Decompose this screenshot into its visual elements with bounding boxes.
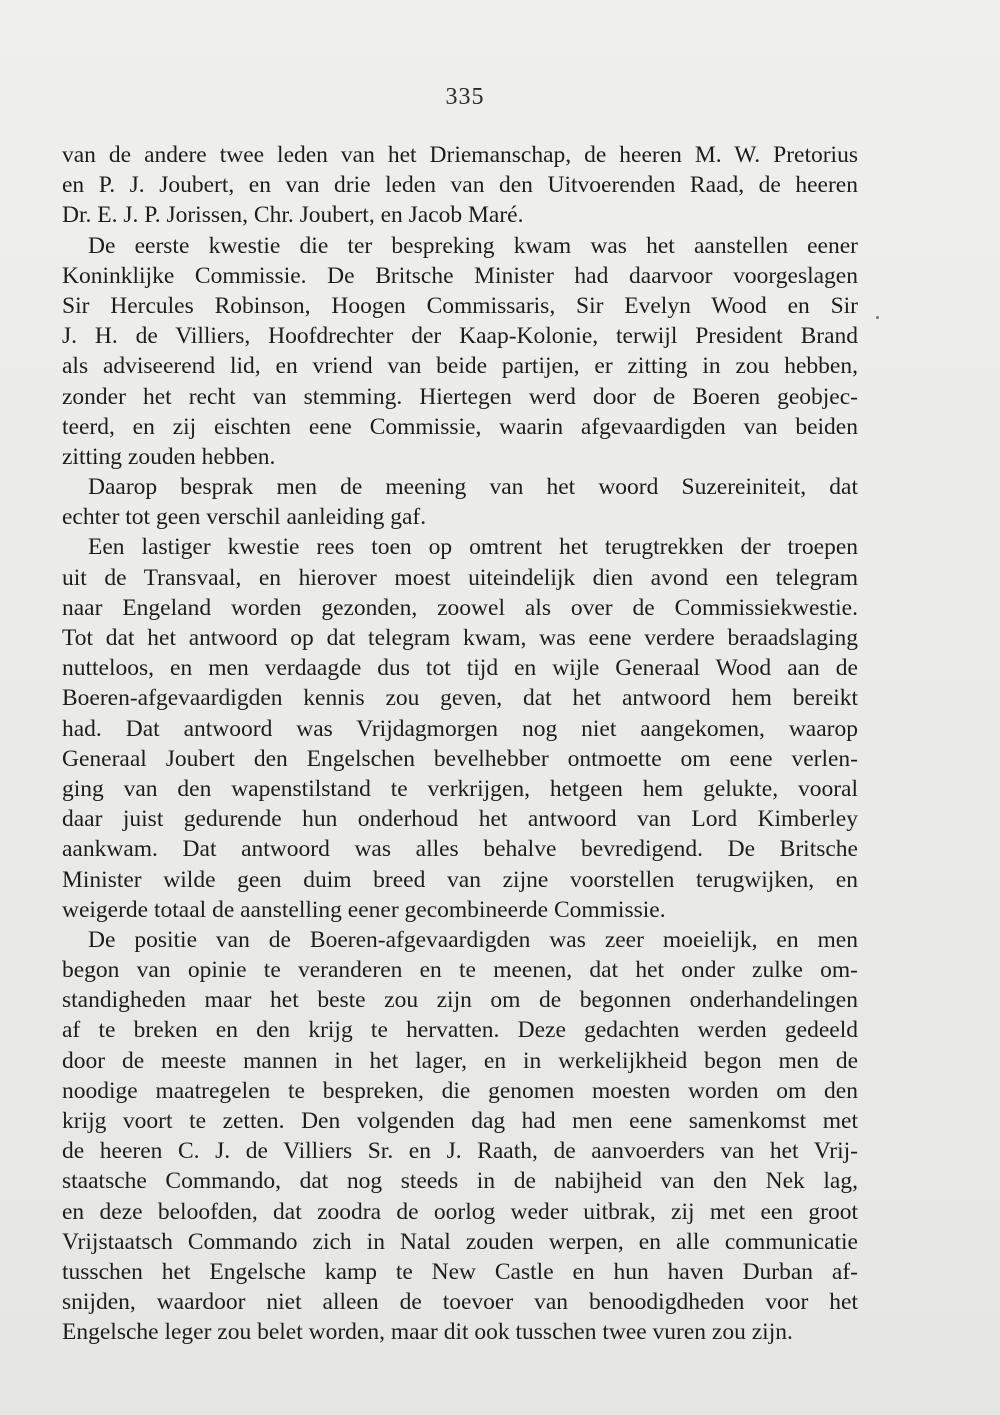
text-line: uit de Transvaal, en hierover moest uiteindelijk dien avond een telegram — [62, 564, 858, 591]
text-line: nutteloos, en men verdaagde dus tot tijd en wijle Generaal Wood aan de — [62, 655, 858, 682]
text-line: zitting zouden hebben. — [62, 443, 276, 470]
paragraph — [62, 532, 858, 924]
text-line: naar Engeland worden gezonden, zoowel als over de Commissiekwestie. — [62, 594, 858, 621]
text-line: De eerste kwestie die ter bespreking kwam was het aanstellen eener — [88, 232, 858, 259]
page-number: 335 — [445, 84, 485, 110]
paragraph — [62, 140, 858, 231]
text-line: Generaal Joubert den Engelschen bevelhebber ontmoette om eene verlen- — [62, 745, 858, 772]
text-line: De positie van de Boeren-afgevaardigden was zeer moeielijk, en men — [88, 926, 858, 953]
text-line: van de andere twee leden van het Driemanschap, de heeren M. W. Pretorius — [62, 142, 858, 168]
text-line: Een lastiger kwestie rees toen op omtrent het terugtrekken der troepen — [88, 534, 858, 561]
text-line: weigerde totaal de aanstelling eener gecombineerde Commissie. — [62, 896, 666, 923]
text-line: Engelsche leger zou belet worden, maar dit ook tusschen twee vuren zou zijn. — [62, 1319, 793, 1346]
text-line: zonder het recht van stemming. Hiertegen werd door de Boeren geobjec- — [62, 383, 858, 410]
text-line: had. Dat antwoord was Vrijdagmorgen nog niet aangekomen, waarop — [62, 715, 858, 742]
text-line: Sir Hercules Robinson, Hoogen Commissaris, Sir Evelyn Wood en Sir — [62, 292, 858, 319]
text-line: ging van den wapenstilstand te verkrijgen, hetgeen hem gelukte, vooral — [62, 775, 858, 802]
text-line: daar juist gedurende hun onderhoud het antwoord van Lord Kimberley — [62, 806, 858, 833]
text-line: Vrijstaatsch Commando zich in Natal zouden werpen, en alle communicatie — [62, 1228, 858, 1255]
text-line: de heeren C. J. de Villiers Sr. en J. Raath, de aanvoerders van het Vrij- — [62, 1138, 858, 1165]
text-line: tusschen het Engelsche kamp te New Castle en hun haven Durban af- — [62, 1258, 858, 1285]
text-line: en deze beloofden, dat zoodra de oorlog weder uitbrak, zij met een groot — [62, 1198, 858, 1225]
text-line: door de meeste mannen in het lager, en in werkelijkheid begon men de — [62, 1047, 858, 1074]
text-line: krijg voort te zetten. Den volgenden dag had men eene samenkomst met — [62, 1108, 858, 1134]
text-line: als adviseerend lid, en vriend van beide partijen, er zitting in zou hebben, — [62, 353, 858, 380]
text-line: Koninklijke Commissie. De Britsche Minister had daarvoor voorgeslagen — [62, 262, 858, 289]
text-line: standigheden maar het beste zou zijn om de begonnen onderhandelingen — [62, 987, 858, 1014]
scan-speck — [876, 316, 879, 319]
paragraph — [62, 231, 858, 473]
text-line: Dr. E. J. P. Jorissen, Chr. Joubert, en Jacob Maré. — [62, 202, 524, 229]
paragraph — [62, 472, 858, 532]
paragraph — [62, 925, 858, 1348]
text-line: Minister wilde geen duim breed van zijne voorstellen terugwijken, en — [62, 866, 858, 893]
body-text — [62, 140, 858, 1348]
text-line: aankwam. Dat antwoord was alles behalve bevredigend. De Britsche — [62, 836, 858, 863]
text-line: Boeren-afgevaardigden kennis zou geven, dat het antwoord hem bereikt — [62, 685, 858, 712]
text-line: teerd, en zij eischten eene Commissie, waarin afgevaardigden van beiden — [62, 413, 858, 440]
text-line: snijden, waardoor niet alleen de toevoer van benoodigdheden voor het — [62, 1289, 858, 1316]
text-line: begon van opinie te veranderen en te meenen, dat het onder zulke om- — [62, 957, 858, 984]
text-line: en P. J. Joubert, en van drie leden van den Uitvoerenden Raad, de heeren — [62, 172, 858, 199]
text-line: noodige maatregelen te bespreken, die genomen moesten worden om den — [62, 1077, 858, 1104]
text-line: Daarop besprak men de meening van het woord Suzereiniteit, dat — [88, 474, 858, 501]
text-line: af te breken en den krijg te hervatten. Deze gedachten werden gedeeld — [62, 1017, 858, 1044]
text-line: staatsche Commando, dat nog steeds in de nabijheid van den Nek lag, — [62, 1168, 858, 1195]
text-line: J. H. de Villiers, Hoofdrechter der Kaap-Kolonie, terwijl President Brand — [62, 323, 858, 350]
text-line: Tot dat het antwoord op dat telegram kwam, was eene verdere beraadslaging — [62, 625, 858, 651]
text-line: echter tot geen verschil aanleiding gaf. — [62, 504, 427, 531]
